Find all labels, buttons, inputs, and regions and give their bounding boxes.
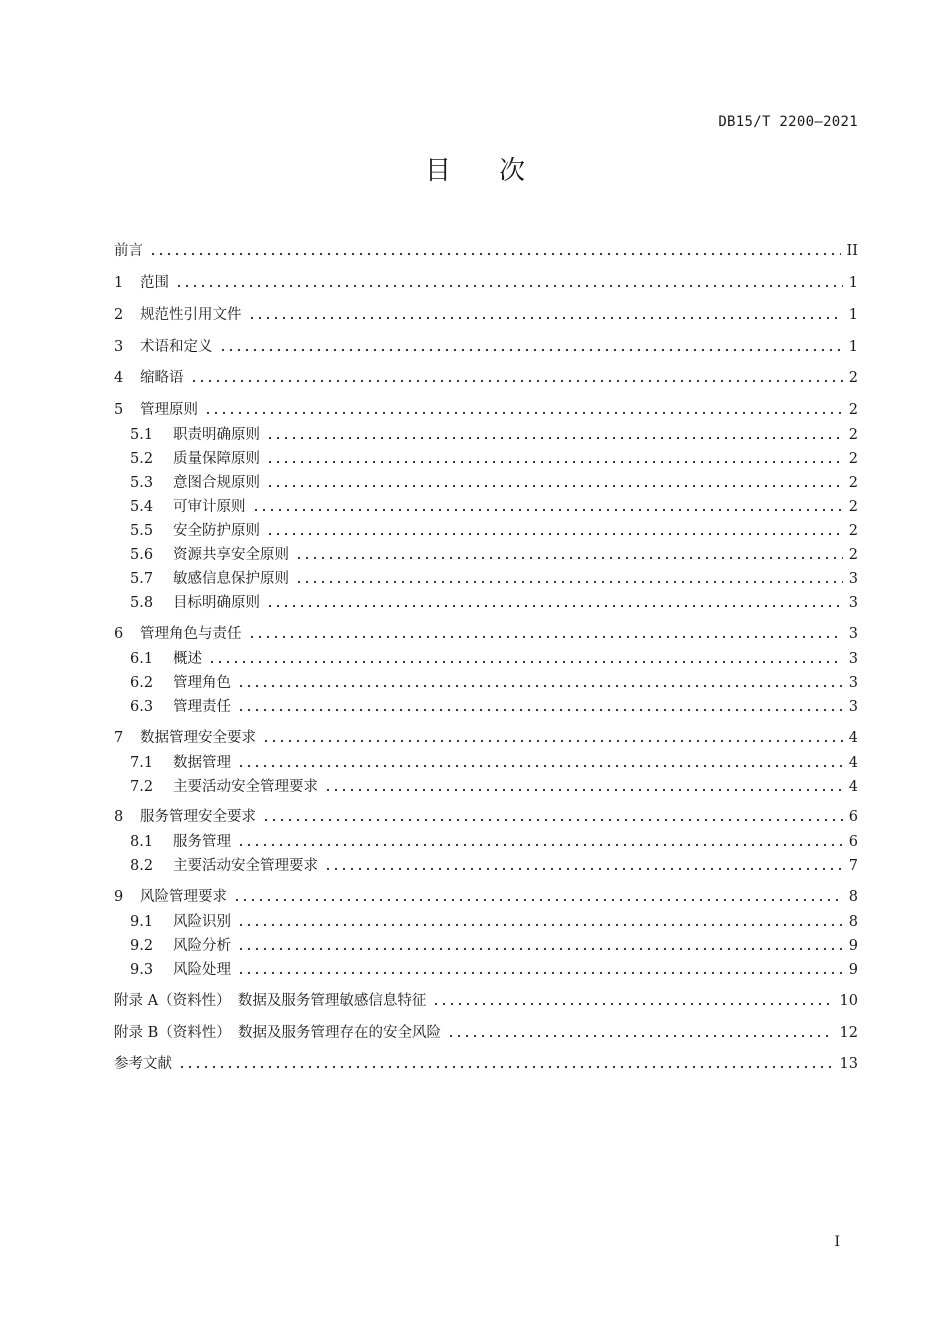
dot-leader	[262, 815, 843, 825]
toc-entry-number: 5.1	[130, 427, 154, 443]
dot-leader	[237, 705, 843, 715]
toc-entry[interactable]	[114, 303, 858, 327]
toc-entry[interactable]	[114, 239, 858, 263]
dot-leader	[248, 632, 843, 642]
toc-entry-label: 主要活动安全管理要求	[173, 858, 318, 874]
toc-entry-label: 主要活动安全管理要求	[173, 779, 318, 795]
dot-leader	[219, 345, 843, 355]
toc-entry-label: 附录 A（资料性） 数据及服务管理敏感信息特征	[114, 993, 427, 1009]
page-number: I	[834, 1234, 840, 1250]
dot-leader	[237, 968, 843, 978]
toc-entry-number: 8.1	[130, 834, 154, 850]
toc-entry-page: 1	[848, 307, 858, 323]
toc-entry[interactable]	[130, 495, 858, 519]
dot-leader	[149, 249, 841, 259]
toc-entry-page: 2	[848, 427, 858, 443]
toc-entry-label: 管理原则	[140, 402, 198, 418]
toc-entry-page: 9	[848, 962, 858, 978]
toc-title-char-1: 目	[424, 156, 451, 186]
toc-entry[interactable]	[130, 775, 858, 799]
toc-entry-number: 5.7	[130, 571, 154, 587]
dot-leader	[233, 895, 843, 905]
toc-entry[interactable]	[114, 271, 858, 295]
toc-entry-number: 4	[114, 370, 124, 386]
toc-entry-number: 5	[114, 402, 124, 418]
toc-entry-page: 2	[848, 499, 858, 515]
toc-entry-label: 管理角色	[173, 675, 231, 691]
dot-leader	[237, 681, 843, 691]
toc-entry[interactable]	[114, 1052, 858, 1076]
toc-entry[interactable]	[130, 567, 858, 591]
toc-entry-label: 管理角色与责任	[140, 626, 242, 642]
toc-entry-label: 敏感信息保护原则	[173, 571, 289, 587]
dot-leader	[266, 601, 843, 611]
toc-entry[interactable]	[114, 726, 858, 750]
toc-entry-label: 目标明确原则	[173, 595, 260, 611]
toc-entry[interactable]	[114, 622, 858, 646]
dot-leader	[447, 1031, 834, 1041]
toc-entry-number: 6	[114, 626, 124, 642]
toc-entry-page: 3	[848, 675, 858, 691]
toc-entry-label: 服务管理安全要求	[140, 809, 256, 825]
dot-leader	[237, 761, 843, 771]
toc-entry-label: 风险分析	[173, 938, 231, 954]
toc-entry-label: 管理责任	[173, 699, 231, 715]
dot-leader	[295, 553, 843, 563]
toc-entry[interactable]	[114, 805, 858, 829]
toc-entry-number: 5.3	[130, 475, 154, 491]
toc-entry-page: 3	[848, 699, 858, 715]
toc-entry-page: 3	[848, 651, 858, 667]
toc-entry[interactable]	[130, 934, 858, 958]
toc-title	[0, 150, 950, 187]
toc-entry-page: 2	[848, 402, 858, 418]
toc-entry-number: 6.3	[130, 699, 154, 715]
toc-entry-number: 7.1	[130, 755, 154, 771]
dot-leader	[237, 840, 843, 850]
toc-entry-page: 8	[848, 889, 858, 905]
dot-leader	[204, 408, 843, 418]
toc-entry[interactable]	[130, 519, 858, 543]
toc-entry-number: 8.2	[130, 858, 154, 874]
toc-entry-page: 2	[848, 523, 858, 539]
toc-entry[interactable]	[130, 471, 858, 495]
toc-entry[interactable]	[130, 854, 858, 878]
toc-entry-page: 6	[848, 809, 858, 825]
toc-entry-label: 规范性引用文件	[140, 307, 242, 323]
toc-entry-page: 12	[839, 1025, 858, 1041]
toc-entry-page: 1	[848, 275, 858, 291]
toc-entry-label: 服务管理	[173, 834, 231, 850]
toc-entry-number: 5.2	[130, 451, 154, 467]
toc-entry-label: 数据管理	[173, 755, 231, 771]
dot-leader	[266, 457, 843, 467]
dot-leader	[252, 505, 843, 515]
toc-entry-page: 3	[848, 595, 858, 611]
toc-entry-page: 9	[848, 938, 858, 954]
toc-entry-label: 风险管理要求	[140, 889, 227, 905]
dot-leader	[432, 999, 833, 1009]
toc-entry-number: 9.2	[130, 938, 154, 954]
toc-entry-page: 6	[848, 834, 858, 850]
dot-leader	[324, 785, 843, 795]
toc-entry-label: 风险识别	[173, 914, 231, 930]
toc-entry[interactable]	[130, 958, 858, 982]
toc-entry-label: 概述	[173, 651, 202, 667]
toc-entry-page: 2	[848, 475, 858, 491]
toc-entry[interactable]	[114, 398, 858, 422]
toc-entry[interactable]	[114, 989, 858, 1013]
toc-entry[interactable]	[130, 910, 858, 934]
dot-leader	[262, 736, 843, 746]
toc-entry-label: 可审计原则	[173, 499, 246, 515]
toc-entry-page: 4	[848, 730, 858, 746]
toc-entry[interactable]	[130, 671, 858, 695]
toc-entry[interactable]	[130, 591, 858, 615]
dot-leader	[248, 313, 843, 323]
toc-entry-page: 3	[848, 571, 858, 587]
toc-entry-page: 10	[839, 993, 858, 1009]
dot-leader	[237, 920, 843, 930]
dot-leader	[190, 376, 843, 386]
toc-entry-label: 范围	[140, 275, 169, 291]
toc-entry-page: 1	[848, 339, 858, 355]
dot-leader	[266, 433, 843, 443]
toc-entry-label: 前言	[114, 243, 143, 259]
dot-leader	[237, 944, 843, 954]
toc-entry-label: 安全防护原则	[173, 523, 260, 539]
toc-entry-number: 3	[114, 339, 124, 355]
toc-entry[interactable]	[130, 695, 858, 719]
toc-entry-number: 7	[114, 730, 124, 746]
toc-entry-number: 9	[114, 889, 124, 905]
toc-entry-page: 4	[848, 779, 858, 795]
toc-entry-number: 9.3	[130, 962, 154, 978]
dot-leader	[178, 1062, 834, 1072]
toc-entry-number: 8	[114, 809, 124, 825]
document-code: DB15/T 2200—2021	[718, 114, 858, 130]
toc-entry-label: 术语和定义	[140, 339, 213, 355]
toc-entry-label: 数据管理安全要求	[140, 730, 256, 746]
toc-entry-number: 1	[114, 275, 124, 291]
toc-entry-number: 5.6	[130, 547, 154, 563]
toc-entry-label: 资源共享安全原则	[173, 547, 289, 563]
toc-entry-number: 5.8	[130, 595, 154, 611]
toc-entry-number: 5.4	[130, 499, 154, 515]
toc-entry-label: 质量保障原则	[173, 451, 260, 467]
toc-entry-page: 2	[848, 370, 858, 386]
toc-entry-page: 2	[848, 451, 858, 467]
toc-entry-page: 2	[848, 547, 858, 563]
toc-entry-page: II	[846, 243, 858, 259]
toc-entry-label: 缩略语	[140, 370, 184, 386]
dot-leader	[295, 577, 843, 587]
toc-entry-label: 风险处理	[173, 962, 231, 978]
dot-leader	[324, 864, 843, 874]
toc-entry-label: 参考文献	[114, 1056, 172, 1072]
toc-entry-number: 6.1	[130, 651, 154, 667]
dot-leader	[266, 529, 843, 539]
toc-entry[interactable]	[130, 447, 858, 471]
toc-entry-number: 9.1	[130, 914, 154, 930]
toc-entry-page: 8	[848, 914, 858, 930]
toc-entry[interactable]	[130, 751, 858, 775]
toc-entry[interactable]	[114, 885, 858, 909]
toc-entry[interactable]	[130, 647, 858, 671]
toc-entry-number: 5.5	[130, 523, 154, 539]
toc-entry[interactable]	[114, 1021, 858, 1045]
toc-entry-label: 附录 B（资料性） 数据及服务管理存在的安全风险	[114, 1025, 442, 1041]
toc-entry[interactable]	[130, 423, 858, 447]
toc-entry-number: 7.2	[130, 779, 154, 795]
toc-entry[interactable]	[114, 366, 858, 390]
dot-leader	[266, 481, 843, 491]
toc-entry[interactable]	[114, 335, 858, 359]
toc-entry[interactable]	[130, 830, 858, 854]
toc-entry-page: 4	[848, 755, 858, 771]
toc-entry-number: 2	[114, 307, 124, 323]
toc-entry-number: 6.2	[130, 675, 154, 691]
toc-entry[interactable]	[130, 543, 858, 567]
toc-entry-page: 13	[839, 1056, 858, 1072]
toc-entry-page: 3	[848, 626, 858, 642]
toc-entry-page: 7	[848, 858, 858, 874]
toc-title-char-2: 次	[499, 156, 526, 186]
toc-entry-label: 职责明确原则	[173, 427, 260, 443]
dot-leader	[208, 657, 843, 667]
toc-entry-label: 意图合规原则	[173, 475, 260, 491]
dot-leader	[175, 281, 843, 291]
